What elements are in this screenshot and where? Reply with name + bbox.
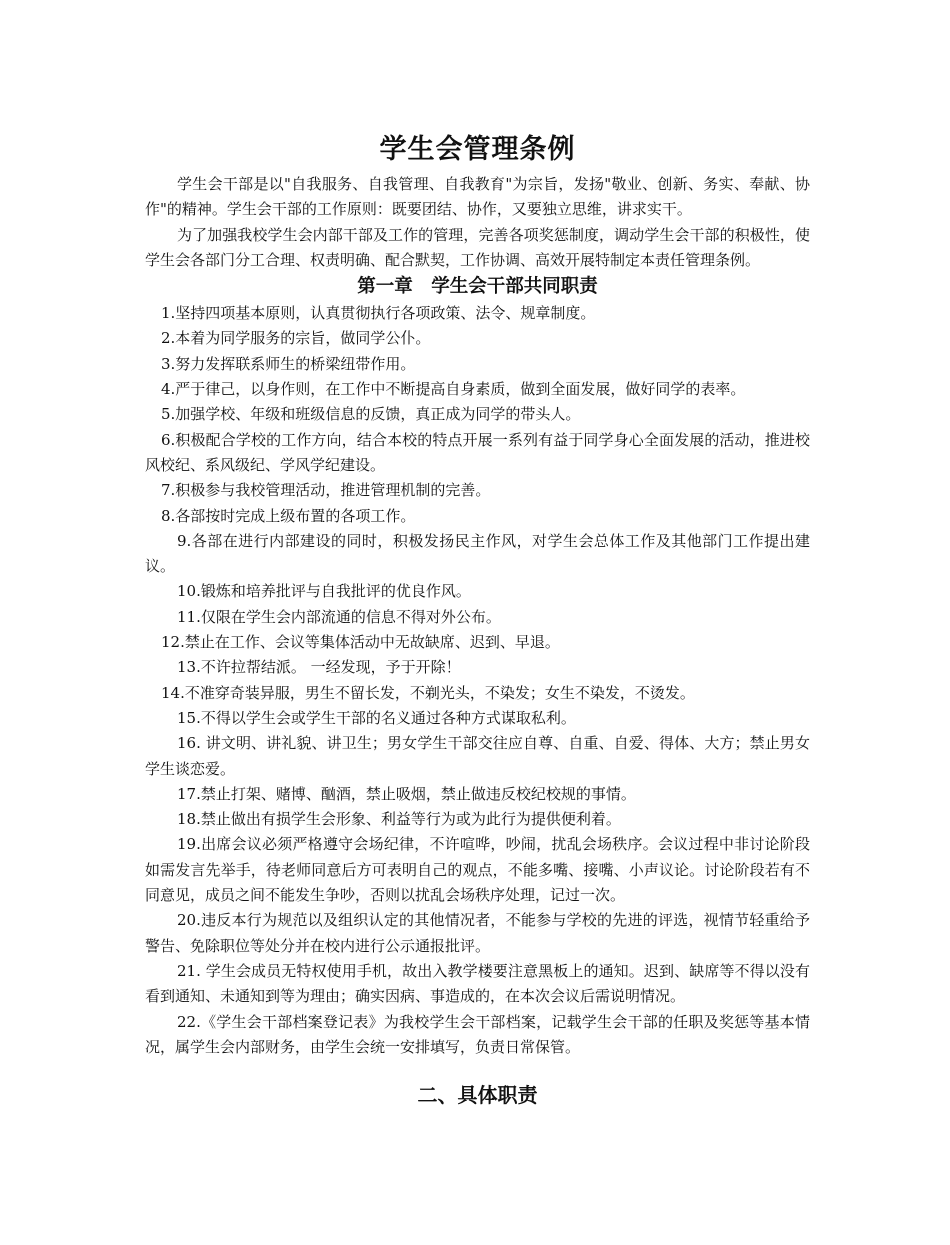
duty-item: 13.不许拉帮结派。 一经发现，予于开除！: [177, 658, 461, 677]
duty-item: 2.本着为同学服务的宗旨，做同学公仆。: [161, 329, 431, 348]
chapter-title: 第一章 学生会干部共同职责: [357, 276, 598, 298]
duty-item: 22.《学生会干部档案登记表》为我校学生会干部档案，记载学生会干部的任职及奖惩等基本情况，属学生会内部财务，由学生会统一安排填写，负责日常保管。: [145, 1012, 810, 1056]
duty-item: 20.违反本行为规范以及组织认定的其他情况者，不能参与学校的先进的评选，视情节轻重给予警告、免除职位等处分并在校内进行公示通报批评。: [145, 911, 810, 955]
duty-item: 8.各部按时完成上级布置的各项工作。: [161, 506, 416, 525]
duty-item: 3.努力发挥联系师生的桥梁纽带作用。: [161, 354, 416, 373]
duty-item: 18.禁止做出有损学生会形象、利益等行为或为此行为提供便利着。: [177, 810, 621, 829]
section-title: 二、具体职责: [417, 1083, 538, 1108]
document-page: [145, 130, 810, 1110]
duty-item: 4.严于律己，以身作则，在工作中不断提高自身素质，做到全面发展，做好同学的表率。: [161, 380, 746, 399]
document-title: 学生会管理条例: [379, 134, 576, 165]
duty-item: 14.不准穿奇装异服，男生不留长发，不剃光头，不染发；女生不染发，不烫发。: [161, 683, 695, 702]
duty-item: 21. 学生会成员无特权使用手机，故出入教学楼要注意黑板上的通知。迟到、缺席等不得以没有看到通知、未通知到等为理由；确实因病、事造成的，在本次会议后需说明情况。: [145, 961, 810, 1006]
duty-item: 19.出席会议必须严格遵守会场纪律，不许喧哗，吵闹，扰乱会场秩序。会议过程中非讨论阶段如需发言先举手，待老师同意后方可表明自己的观点，不能多嘴、接嘴、小声议论。讨论阶段若有不同意见，成员之间不能发生争吵，否则以扰乱会场秩序处理，记过一次。: [145, 835, 810, 905]
duty-item: 7.积极参与我校管理活动，推进管理机制的完善。: [161, 481, 491, 500]
duty-item: 1.坚持四项基本原则，认真贯彻执行各项政策、法令、规章制度。: [161, 304, 596, 323]
duty-list: [145, 301, 810, 1060]
duty-item: 12.禁止在工作、会议等集体活动中无故缺席、迟到、早退。: [161, 633, 560, 652]
duty-item: 11.仅限在学生会内部流通的信息不得对外公布。: [177, 607, 501, 626]
duty-item: 15.不得以学生会或学生干部的名义通过各种方式谋取私利。: [177, 708, 576, 727]
duty-item: 10.锻炼和培养批评与自我批评的优良作风。: [177, 582, 471, 601]
duty-item: 5.加强学校、年级和班级信息的反馈，真正成为同学的带头人。: [161, 405, 581, 424]
duty-item: 6.积极配合学校的工作方向，结合本校的特点开展一系列有益于同学身心全面发展的活动，推进校风校纪、系风级纪、学风学纪建设。: [145, 430, 810, 474]
duty-item: 9.各部在进行内部建设的同时，积极发扬民主作风，对学生会总体工作及其他部门工作提出建议。: [145, 531, 810, 576]
duty-item: 17.禁止打架、赌博、酗酒，禁止吸烟，禁止做违反校纪校规的事情。: [177, 784, 636, 803]
duty-item: 16. 讲文明、讲礼貌、讲卫生；男女学生干部交往应自尊、自重、自爱、得体、大方；禁止男女学生谈恋爱。: [145, 734, 810, 778]
intro-paragraph-1: 学生会干部是以"自我服务、自我管理、自我教育"为宗旨，发扬"敬业、创新、务实、奉献、协作"的精神。学生会干部的工作原则：既要团结、协作，又要独立思维，讲求实干。: [145, 175, 810, 219]
intro-paragraph-2: 为了加强我校学生会内部干部及工作的管理，完善各项奖惩制度，调动学生会干部的积极性，使学生会各部门分工合理、权责明确、配合默契，工作协调、高效开展特制定本责任管理条例。: [145, 225, 810, 269]
